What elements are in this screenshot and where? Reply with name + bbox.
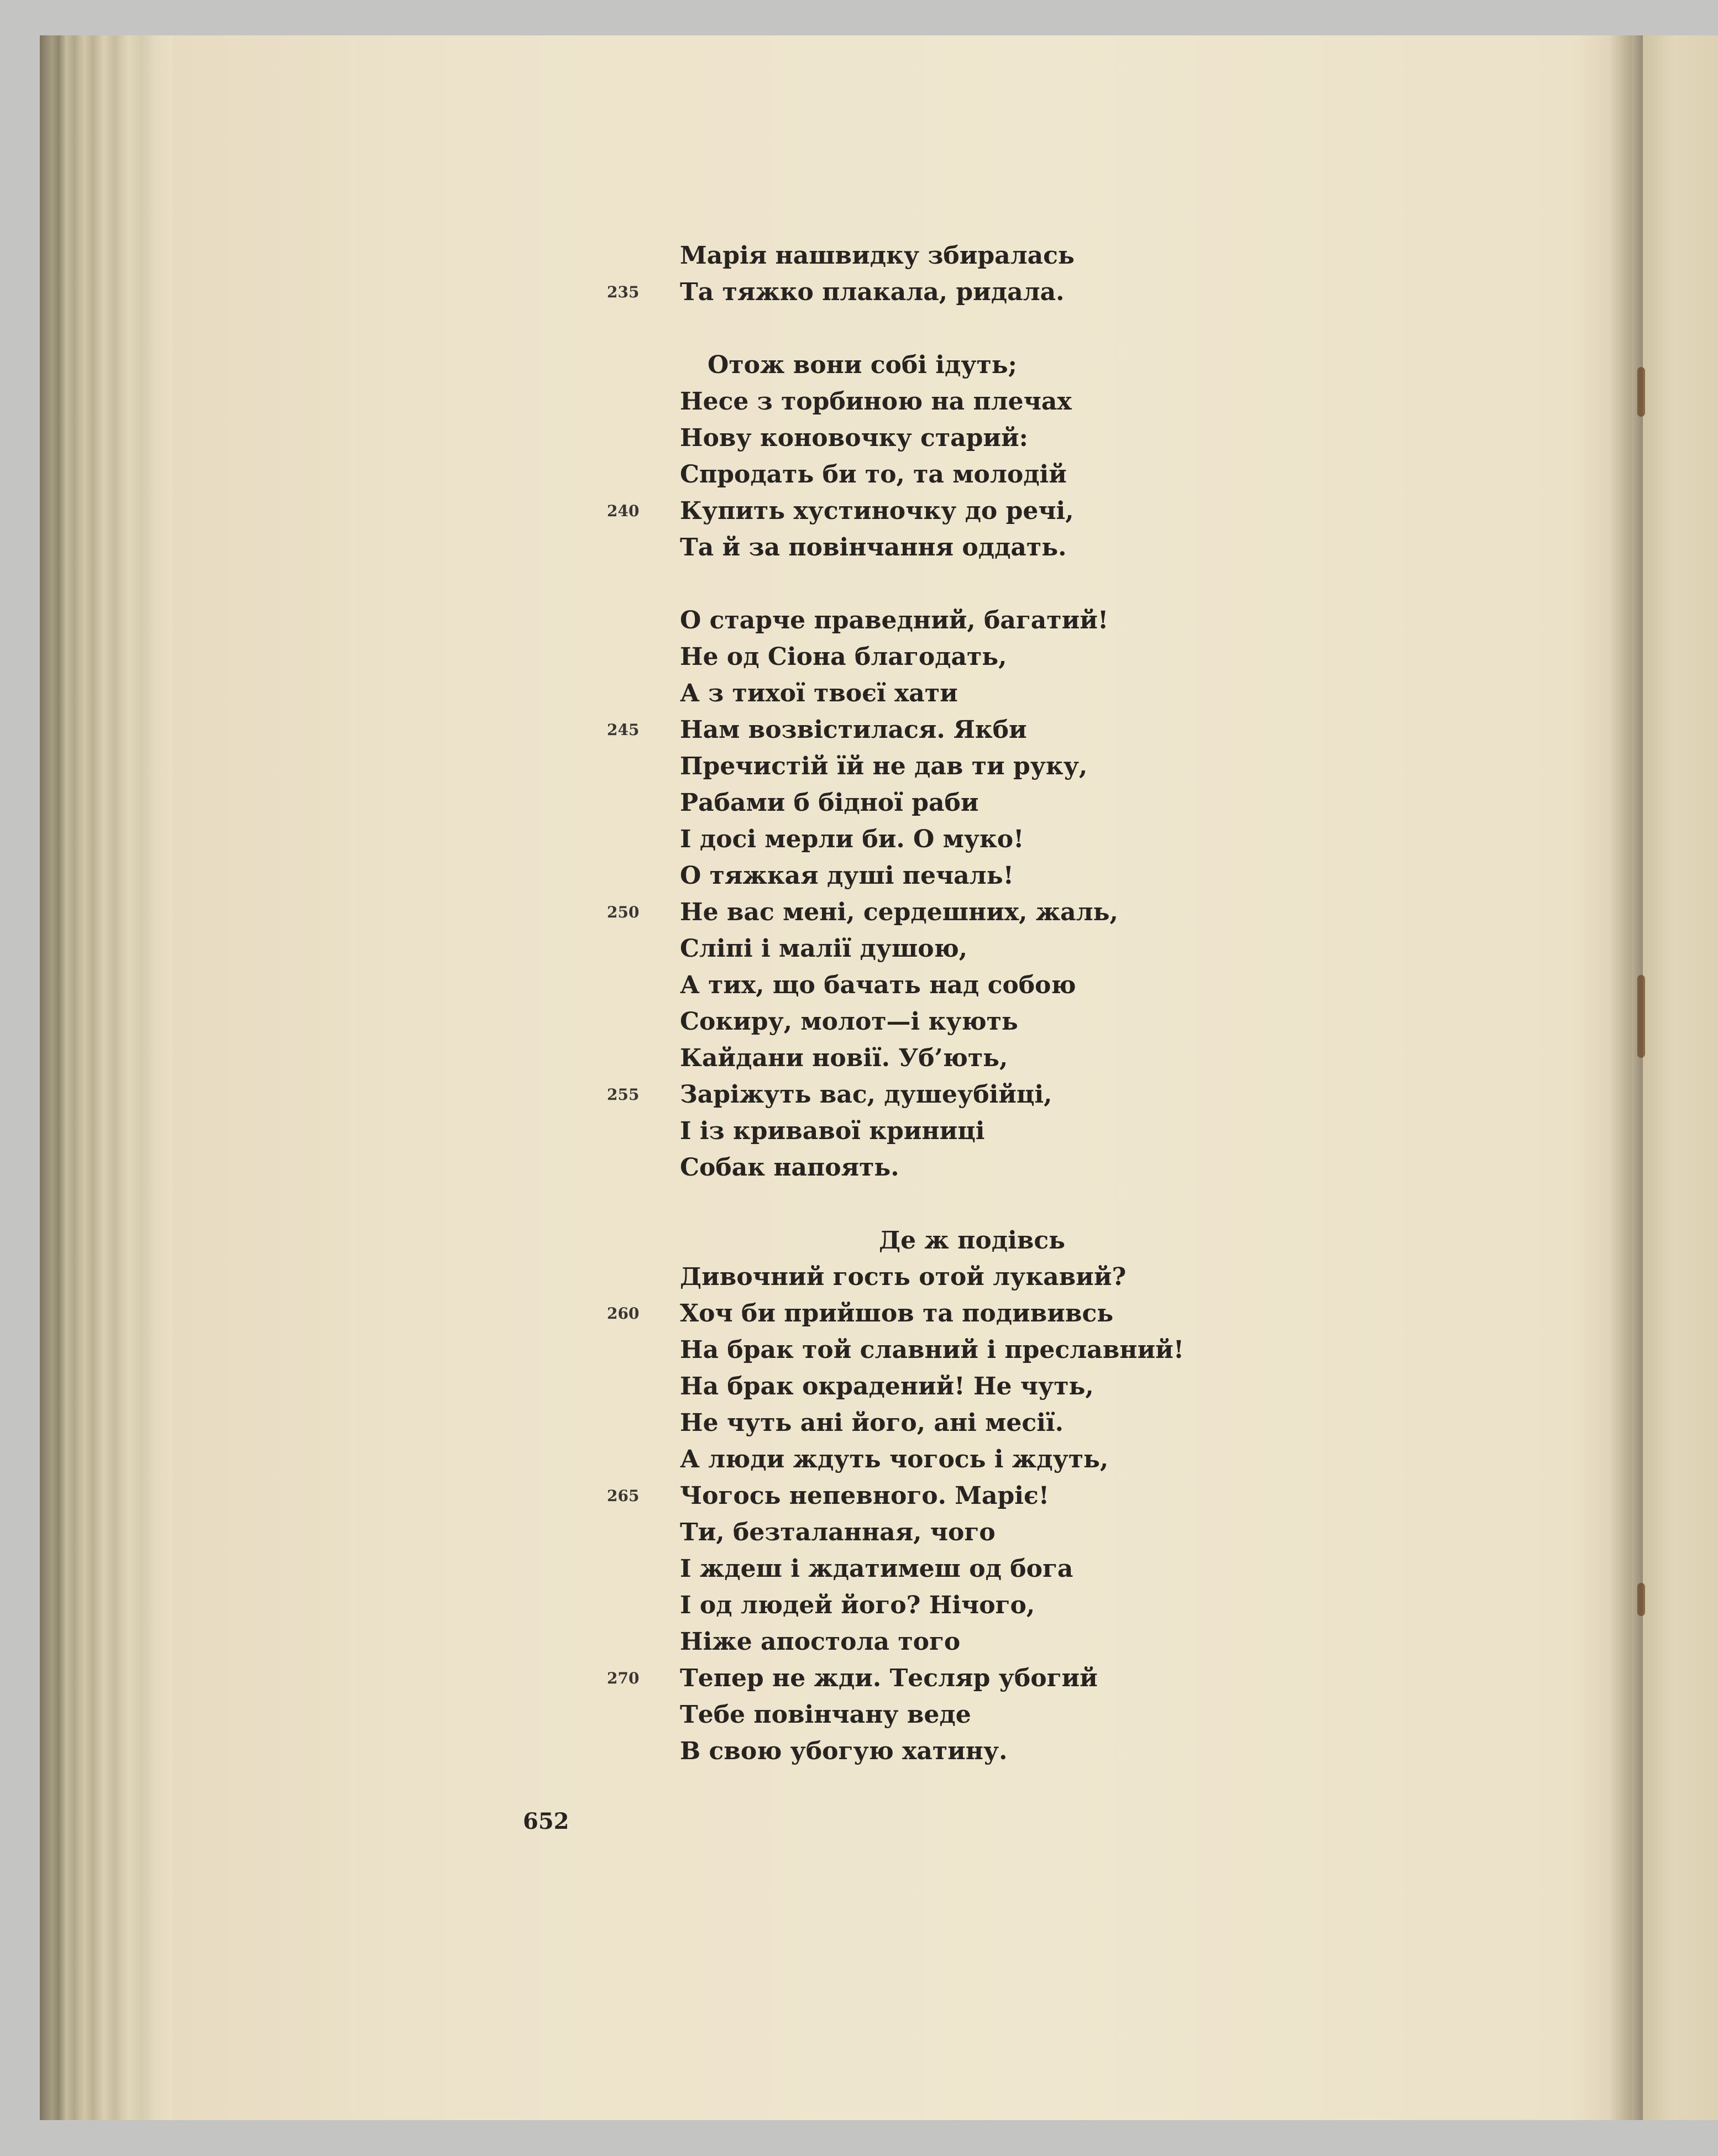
poem-line-text: Та тяжко плакала, ридала. xyxy=(680,278,1065,306)
line-number: 245 xyxy=(607,721,640,739)
page-stain xyxy=(1637,975,1645,1058)
poem-line xyxy=(680,858,1288,894)
poem-line xyxy=(680,1551,1288,1587)
stanza xyxy=(607,602,1288,1186)
poem-line-text: Сліпі і малії душою, xyxy=(680,935,968,963)
poem-line xyxy=(680,1405,1288,1441)
poem-line xyxy=(680,785,1288,821)
poem-line xyxy=(680,1113,1288,1150)
stanza xyxy=(607,1223,1288,1770)
poem-line xyxy=(680,347,1288,384)
poem-line xyxy=(680,1332,1288,1368)
poem-line xyxy=(607,1660,1288,1697)
poem-line-text: І із кривавої криниці xyxy=(680,1117,985,1145)
poem-line-text: Заріжуть вас, душеубійці, xyxy=(680,1080,1052,1109)
poem-line-text: Тепер не жди. Тесляр убогий xyxy=(680,1664,1098,1692)
poem-line-text: А люди ждуть чогось і ждуть, xyxy=(680,1445,1109,1473)
poem-line-text: Де ж подівсь xyxy=(879,1226,1066,1255)
poem-line xyxy=(607,1077,1288,1113)
poem-line xyxy=(680,967,1288,1004)
line-number: 255 xyxy=(607,1085,640,1104)
book-gutter xyxy=(1610,35,1643,2120)
poem-line-text: Нову коновочку старий: xyxy=(680,424,1028,452)
poem-line-text: Чогось непевного. Маріє! xyxy=(680,1482,1050,1510)
poem-line-text: І од людей його? Нічого, xyxy=(680,1591,1035,1619)
poem-line-text: В свою убогую хатину. xyxy=(680,1737,1008,1765)
poem-line xyxy=(680,1040,1288,1077)
poem-line-text: Тебе повінчану веде xyxy=(680,1701,971,1729)
poem-line xyxy=(680,1368,1288,1405)
poem-line-text: Отож вони собі ідуть; xyxy=(708,351,1017,379)
line-number: 240 xyxy=(607,502,640,520)
stanza xyxy=(607,238,1288,311)
poem-line xyxy=(680,1004,1288,1040)
poem-line-text: Хоч би прийшов та подививсь xyxy=(680,1299,1114,1328)
poem-line-text: Ніже апостола того xyxy=(680,1628,961,1656)
line-number: 235 xyxy=(607,283,640,301)
page-number: 652 xyxy=(523,1808,569,1834)
poem-line xyxy=(607,1295,1288,1332)
poem-line xyxy=(607,894,1288,931)
poem-line xyxy=(680,1624,1288,1660)
poem-line-text: Нам возвістилася. Якби xyxy=(680,716,1027,744)
poem-line-text: На брак той славний і преславний! xyxy=(680,1336,1185,1364)
poem-line xyxy=(680,602,1288,639)
poem-line xyxy=(680,1514,1288,1551)
poem-line xyxy=(680,1259,1288,1295)
poem-line xyxy=(680,1150,1288,1186)
poem-line xyxy=(607,274,1288,311)
poem-line-text: Марія нашвидку збиралась xyxy=(680,242,1075,270)
poem-line xyxy=(680,238,1288,274)
poem-line-text: А з тихої твоєї хати xyxy=(680,679,958,707)
poem-line-text: Кайдани новії. Уб’ють, xyxy=(680,1044,1008,1072)
poem-line-text: Несе з торбиною на плечах xyxy=(680,387,1072,416)
poem-line xyxy=(680,1223,1288,1259)
line-number: 260 xyxy=(607,1304,640,1323)
poem-line-text: І ждеш і ждатимеш од бога xyxy=(680,1555,1073,1583)
poem-line-text: Не од Сіона благодать, xyxy=(680,643,1007,671)
poem-line-text: Дивочний гость отой лукавий? xyxy=(680,1263,1127,1291)
poem-line xyxy=(680,457,1288,493)
page-stain xyxy=(1637,1583,1645,1616)
poem-line-text: На брак окрадений! Не чуть, xyxy=(680,1372,1094,1400)
poem-line xyxy=(680,420,1288,457)
poem-line xyxy=(680,1441,1288,1478)
poem-line xyxy=(680,1733,1288,1770)
poem-line xyxy=(607,493,1288,529)
poem-line-text: О старче праведний, багатий! xyxy=(680,606,1109,634)
poem-line xyxy=(680,821,1288,858)
poem-line-text: Купить хустиночку до речі, xyxy=(680,497,1074,525)
poem-line xyxy=(680,384,1288,420)
line-number: 270 xyxy=(607,1669,640,1687)
poem-line xyxy=(607,1478,1288,1514)
line-number: 250 xyxy=(607,903,640,921)
poem-line-text: Не вас мені, сердешних, жаль, xyxy=(680,898,1118,926)
stanza xyxy=(607,347,1288,566)
poem-line-text: Сокиру, молот—і кують xyxy=(680,1008,1018,1036)
poem-line-text: А тих, що бачать над собою xyxy=(680,971,1076,999)
poem-line xyxy=(680,931,1288,967)
facing-page-edge xyxy=(1643,35,1718,2120)
poem-line xyxy=(680,675,1288,712)
line-number: 265 xyxy=(607,1487,640,1505)
poem-line-text: Та й за повінчання оддать. xyxy=(680,533,1067,562)
book-page-edges xyxy=(40,35,172,2120)
poem-line-text: Пречистій їй не дав ти руку, xyxy=(680,752,1088,780)
poem-line-text: Спродать би то, та молодій xyxy=(680,460,1067,489)
poem-line-text: Собак напоять. xyxy=(680,1153,899,1182)
page-stain xyxy=(1637,367,1645,417)
poem-line xyxy=(680,748,1288,785)
poem-line xyxy=(607,712,1288,748)
poem-line xyxy=(680,529,1288,566)
poem-line xyxy=(680,1587,1288,1624)
poem-line xyxy=(680,639,1288,675)
poem-text xyxy=(607,238,1288,1770)
poem-line-text: Ти, безталанная, чого xyxy=(680,1518,996,1546)
poem-line xyxy=(680,1697,1288,1733)
poem-line-text: І досі мерли би. О муко! xyxy=(680,825,1024,853)
poem-line-text: Рабами б бідної раби xyxy=(680,789,979,817)
poem-line-text: О тяжкая душі печаль! xyxy=(680,862,1014,890)
poem-line-text: Не чуть ані його, ані месії. xyxy=(680,1409,1064,1437)
